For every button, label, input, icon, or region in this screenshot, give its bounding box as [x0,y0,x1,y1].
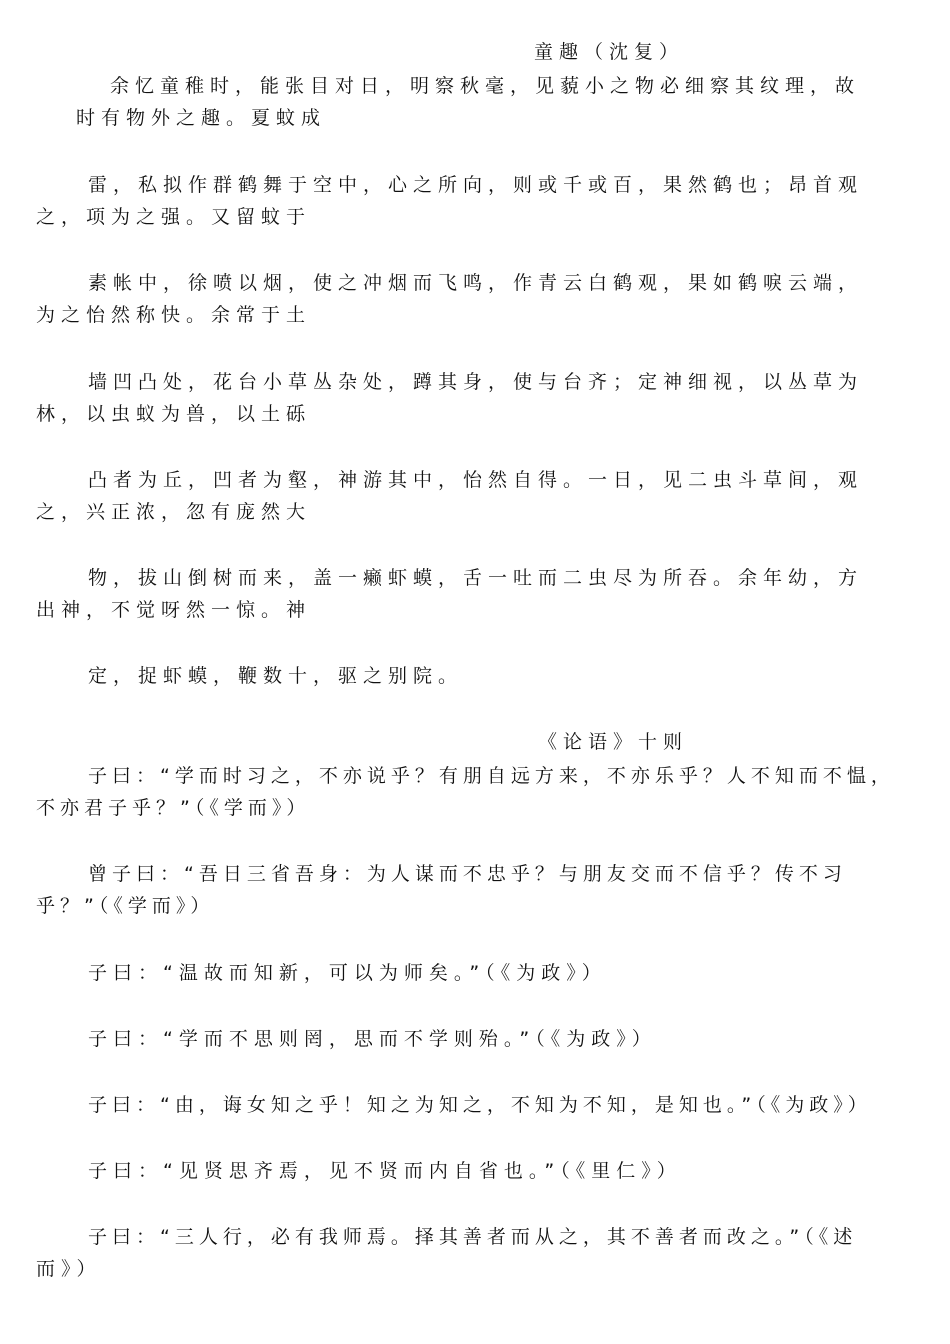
section1-title: 童趣（沈复） [534,41,685,63]
section2-line: 子曰：“学而不思则罔，思而不学则殆。”（《为政》） [88,1028,657,1050]
section2-line: 子曰：“由，诲女知之乎！知之为知之，不知为不知，是知也。”（《为政》） [88,1094,872,1116]
section2-title: 《论语》十则 [538,731,689,753]
section2-line: 乎？”（《学而》） [36,895,215,917]
section1-line: 定，捉虾蟆，鞭数十，驱之别院。 [88,665,464,687]
section1-line: 凸者为丘，凹者为壑，神游其中，怡然自得。一日，见二虫斗草间，观 [88,469,864,491]
section1-line: 物，拔山倒树而来，盖一癞虾蟆，舌一吐而二虫尽为所吞。余年幼，方 [88,567,864,589]
section1-line: 素帐中，徐喷以烟，使之冲烟而飞鸣，作青云白鹤观，果如鹤唳云端， [88,272,864,294]
section1-line: 时有物外之趣。夏蚊成 [76,107,327,129]
section2-line: 不亦君子乎？”（《学而》） [36,797,311,819]
section1-line: 为之怡然称快。余常于土 [36,304,312,326]
section2-line: 曾子曰：“吾日三省吾身：为人谋而不忠乎？与朋友交而不信乎？传不习 [88,863,847,885]
section1-line: 出神，不觉呀然一惊。神 [36,599,312,621]
section1-line: 雷，私拟作群鹤舞于空中，心之所向，则或千或百，果然鹤也；昂首观 [88,174,864,196]
section1-line: 余忆童稚时，能张目对日，明察秋毫，见藐小之物必细察其纹理，故 [110,75,861,97]
section2-line: 子曰：“学而时习之，不亦说乎？有朋自远方来，不亦乐乎？人不知而不愠， [88,765,895,787]
section2-line: 子曰：“三人行，必有我师焉。择其善者而从之，其不善者而改之。”（《述 [88,1226,858,1248]
section1-line: 之，兴正浓，忽有庞然大 [36,501,312,523]
section2-line: 子曰：“温故而知新，可以为师矣。”（《为政》） [88,962,607,984]
section2-line: 而》） [36,1258,102,1280]
section1-line: 墙凹凸处，花台小草丛杂处，蹲其身，使与台齐；定神细视，以丛草为 [88,371,864,393]
section1-line: 林，以虫蚁为兽，以土砾 [36,403,312,425]
section1-line: 之，项为之强。又留蚊于 [36,206,312,228]
section2-line: 子曰：“见贤思齐焉，见不贤而内自省也。”（《里仁》） [88,1160,682,1182]
